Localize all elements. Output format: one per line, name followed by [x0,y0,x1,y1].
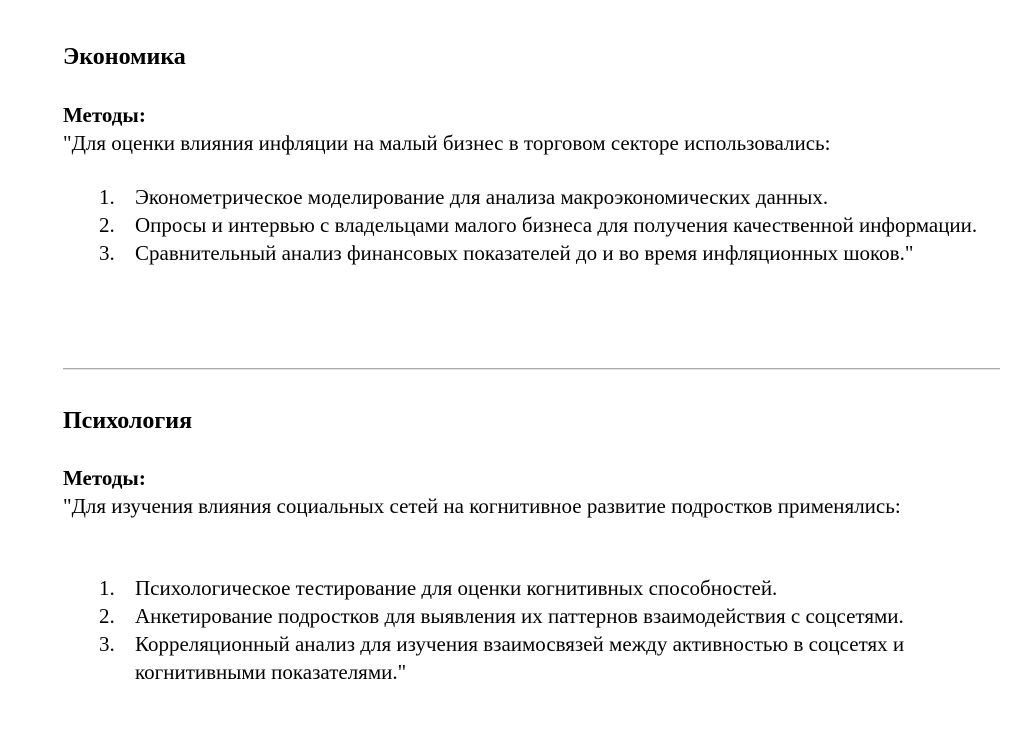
list-item-number: 1. [99,576,115,600]
methods-intro: "Для изучения влияния социальных сетей на когнитивное развитие подростков применялись: [63,494,901,518]
section-divider [63,368,1000,370]
list-item-text: Анкетирование подростков для выявления их паттернов взаимодействия с соцсетями. [135,604,904,628]
list-item-number: 3. [99,632,115,656]
section-intro-block-psychology [63,464,923,520]
list-item [63,239,1000,267]
section-title-economics: Экономика [63,44,186,70]
list-item-text: Психологическое тестирование для оценки когнитивных способностей. [135,576,778,600]
list-item-text: Эконометрическое моделирование для анализа макроэкономических данных. [135,185,829,209]
list-item-text: Сравнительный анализ финансовых показателей до и во время инфляционных шоков." [135,241,914,265]
section-title-psychology: Психология [63,408,193,434]
list-item [63,630,1000,686]
list-item-number: 2. [99,213,115,237]
list-item [63,211,1000,239]
methods-label: Методы: [63,103,146,127]
list-item-number: 1. [99,185,115,209]
section-intro-block-economics [63,101,1000,157]
list-item [63,602,1000,630]
list-item [63,574,1000,602]
list-item-text: Корреляционный анализ для изучения взаимосвязей между активностью в соцсетях и когнитивными показателями." [135,632,905,684]
methods-list-economics [63,183,1000,267]
methods-intro: "Для оценки влияния инфляции на малый бизнес в торговом секторе использовались: [63,131,831,155]
list-item-text: Опросы и интервью с владельцами малого бизнеса для получения качественной информации. [135,213,978,237]
list-item-number: 2. [99,604,115,628]
list-item [63,183,1000,211]
methods-label: Методы: [63,466,146,490]
methods-list-psychology [63,574,1000,686]
list-item-number: 3. [99,241,115,265]
